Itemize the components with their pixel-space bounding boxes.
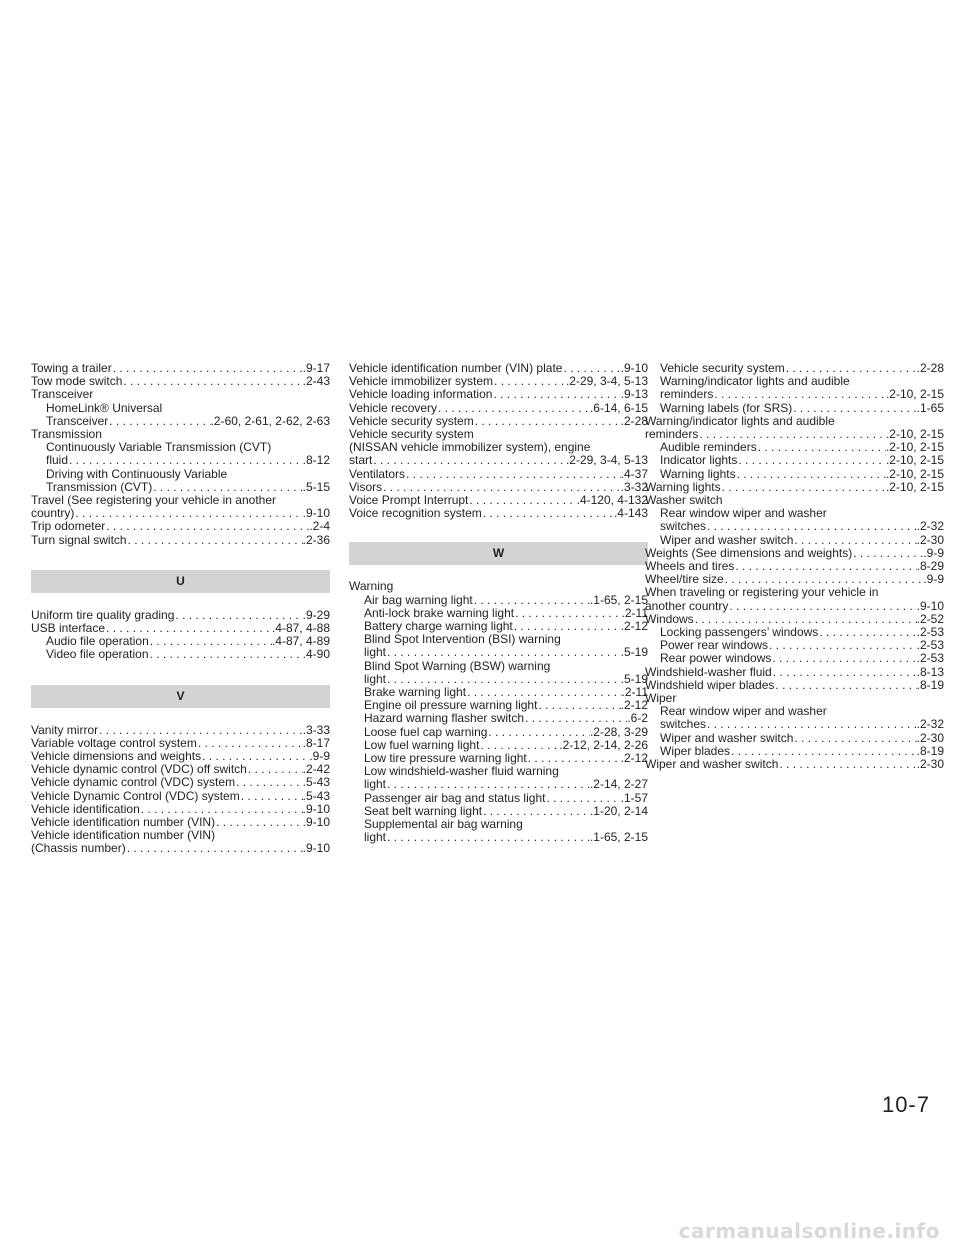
dot-leader: [74, 507, 302, 520]
section-header-v: V: [31, 685, 330, 708]
section-header-w: W: [349, 542, 648, 565]
entry-page-ref: .6-2: [627, 711, 648, 726]
entry-list: [31, 609, 330, 662]
entry-label: Transmission (CVT): [46, 479, 153, 494]
entry-label: Travel (See registering your vehicle in another: [31, 493, 277, 508]
entry-label: Windows: [645, 611, 694, 626]
entry-label: Battery charge warning light: [364, 619, 513, 634]
entry-page-ref: .2-52: [916, 611, 944, 626]
entry-page-ref: .2-12: [620, 751, 648, 766]
index-entry: [645, 454, 944, 467]
entry-label: fluid: [46, 453, 69, 468]
entry-page-ref: .2-11: [621, 685, 648, 700]
entry-label: USB interface: [31, 621, 106, 636]
dot-leader: [474, 415, 621, 428]
entry-label: Tow mode switch: [31, 374, 123, 389]
entry-label: Rear window wiper and washer: [660, 506, 827, 521]
index-entry: [31, 388, 330, 401]
entry-page-ref: .4-120, 4-132: [576, 493, 648, 508]
entry-label: (Chassis number): [31, 841, 126, 856]
dot-leader: [98, 724, 303, 737]
entry-label: Vehicle identification number (VIN) plate: [349, 361, 563, 375]
entry-page-ref: .2-28: [620, 413, 648, 428]
entry-label: Windshield wiper blades: [645, 677, 775, 692]
entry-label: Vehicle dynamic control (VDC) system: [31, 775, 236, 790]
entry-page-ref: .4-143: [613, 506, 648, 521]
entry-label: light: [364, 645, 387, 660]
dot-leader: [149, 635, 272, 648]
dot-leader: [736, 468, 886, 481]
dot-leader: [768, 639, 917, 652]
entry-label: Brake warning light: [364, 685, 467, 700]
dot-leader: [235, 776, 303, 789]
dot-leader: [372, 454, 566, 467]
entry-page-ref: .1-57: [620, 790, 648, 805]
entry-page-ref: .5-43: [302, 775, 330, 790]
entry-label: Warning: [349, 579, 394, 594]
index-entry: [349, 388, 648, 401]
entry-page-ref: .2-32: [916, 519, 944, 534]
entry-page-ref: .2-29, 3-4, 5-13: [565, 374, 648, 389]
dot-leader: [772, 666, 917, 679]
entry-label: Wiper: [645, 691, 677, 706]
index-entry: [349, 778, 648, 791]
dot-leader: [127, 534, 303, 547]
dot-leader: [149, 648, 303, 661]
index-entry: [31, 402, 330, 415]
entry-label: Transceiver: [31, 387, 94, 402]
entry-page-ref: .9-10: [302, 801, 330, 816]
entry-label: Windshield-washer fluid: [645, 664, 772, 679]
entry-page-ref: .2-53: [916, 625, 944, 640]
entry-page-ref: .1-65, 2-15: [589, 830, 648, 845]
watermark: carmanualsonline.info: [678, 1219, 940, 1243]
entry-label: Vehicle Dynamic Control (VDC) system: [31, 788, 240, 803]
entry-page-ref: .2-10, 2-15: [885, 440, 944, 455]
dot-leader: [706, 718, 917, 731]
entry-page-ref: .5-15: [302, 479, 330, 494]
entry-page-ref: .2-28: [916, 361, 944, 375]
entry-label: Blind Spot Warning (BSW) warning: [364, 658, 551, 673]
dot-leader: [737, 454, 886, 467]
entry-label: Vehicle recovery: [349, 400, 438, 415]
index-entry: [645, 600, 944, 613]
entry-label: Low windshield-washer fluid warning: [364, 764, 559, 779]
entry-label: Low tire pressure warning light: [364, 751, 527, 766]
entry-label: another country: [645, 598, 729, 613]
entry-page-ref: .2-42: [302, 762, 330, 777]
entry-label: Wiper and washer switch: [660, 730, 794, 745]
entry-label: Ventilators: [349, 466, 406, 481]
entry-label: Low fuel warning light: [364, 737, 480, 752]
index-entry: [31, 441, 330, 454]
entry-label: Warning lights: [645, 479, 721, 494]
entry-page-ref: .2-12: [620, 619, 648, 634]
dot-leader: [482, 507, 614, 520]
dot-leader: [757, 441, 886, 454]
entry-list: [349, 362, 648, 520]
page-number: 10-7: [881, 1092, 930, 1117]
index-entry: [645, 534, 944, 547]
dot-leader: [524, 712, 627, 725]
entry-page-ref: .6-14, 6-15: [589, 400, 648, 415]
dot-leader: [514, 607, 621, 620]
entry-page-ref: .2-30: [916, 730, 944, 745]
dot-leader: [818, 626, 916, 639]
entry-page-ref: .2-10, 2-15: [885, 466, 944, 481]
index-entry: [31, 790, 330, 803]
dot-leader: [793, 534, 916, 547]
entry-page-ref: .2-10, 2-15: [885, 387, 944, 402]
entry-label: Wiper and washer switch: [645, 757, 779, 772]
entry-label: Blind Spot Intervention (BSI) warning: [364, 632, 561, 647]
dot-leader: [545, 792, 620, 805]
dot-leader: [852, 547, 923, 560]
entry-label: Indicator lights: [660, 453, 738, 468]
entry-page-ref: .4-90: [302, 647, 330, 662]
entry-page-ref: .5-19: [620, 645, 648, 660]
dot-leader: [487, 726, 590, 739]
entry-label: Engine oil pressure warning light: [364, 698, 538, 713]
index-entry: [645, 666, 944, 679]
entry-page-ref: .9-10: [916, 598, 944, 613]
dot-leader: [774, 679, 916, 692]
entry-page-ref: .2-29, 3-4, 5-13: [565, 453, 648, 468]
entry-page-ref: .2-10, 2-15: [885, 479, 944, 494]
entry-label: Visors: [349, 479, 383, 494]
entry-page-ref: .8-29: [916, 559, 944, 574]
index-entry: [349, 594, 648, 607]
dot-leader: [728, 600, 916, 613]
entry-page-ref: .2-30: [916, 532, 944, 547]
entry-label: Warning labels (for SRS): [660, 400, 793, 415]
entry-label: Air bag warning light: [364, 592, 473, 607]
dot-leader: [108, 415, 210, 428]
index-entry: [349, 454, 648, 467]
entry-page-ref: .2-53: [916, 638, 944, 653]
entry-label: Variable voltage control system: [31, 735, 197, 750]
entry-label: Audible reminders: [660, 440, 757, 455]
entry-label: Rear window wiper and washer: [660, 704, 827, 719]
dot-leader: [793, 732, 916, 745]
index-entry: [349, 792, 648, 805]
entry-label: When traveling or registering your vehicle in: [645, 585, 879, 600]
entry-list: [31, 362, 330, 547]
entry-label: Vehicle immobilizer system: [349, 374, 494, 389]
index-entry: [31, 648, 330, 661]
entry-page-ref: .1-65, 2-15: [589, 592, 648, 607]
index-entry: [349, 726, 648, 739]
index-entry: [349, 633, 648, 646]
dot-leader: [405, 468, 621, 481]
dot-leader: [473, 594, 590, 607]
entry-label: Vehicle identification: [31, 801, 140, 816]
entry-label: Power rear windows: [660, 638, 769, 653]
entry-page-ref: .2-28, 3-29: [589, 724, 648, 739]
index-entry: [645, 718, 944, 731]
entry-page-ref: .8-19: [916, 677, 944, 692]
entry-label: Weights (See dimensions and weights): [645, 545, 853, 560]
entry-page-ref: .2-14, 2-27: [589, 777, 648, 792]
index-entry: [31, 494, 330, 507]
index-entry: [31, 468, 330, 481]
entry-page-ref: .2-10, 2-15: [885, 427, 944, 442]
dot-leader: [778, 758, 916, 771]
dot-leader: [386, 778, 590, 791]
entry-page-ref: .2-4: [309, 519, 330, 534]
entry-label: Vehicle security system: [660, 361, 785, 375]
entry-label: Seat belt warning light: [364, 803, 483, 818]
entry-label: Audio file operation: [46, 634, 149, 649]
index-entry: [349, 507, 648, 520]
entry-page-ref: .9-9: [923, 572, 944, 587]
entry-page-ref: .2-43: [302, 374, 330, 389]
entry-page-ref: .9-10: [302, 815, 330, 830]
entry-label: switches: [660, 519, 707, 534]
index-entry: [645, 652, 944, 665]
entry-label: Vehicle identification number (VIN): [31, 828, 216, 843]
entry-list: [645, 362, 944, 771]
entry-page-ref: .9-10: [620, 361, 648, 375]
index-entry: [31, 776, 330, 789]
entry-label: Video file operation: [46, 647, 149, 662]
entry-page-ref: .4-87, 4-89: [271, 634, 330, 649]
index-entry: [31, 454, 330, 467]
entry-label: Warning lights: [660, 466, 736, 481]
entry-page-ref: .4-37: [620, 466, 648, 481]
dot-leader: [247, 763, 303, 776]
entry-page-ref: .2-10, 2-15: [885, 453, 944, 468]
entry-label: reminders: [660, 387, 714, 402]
dot-leader: [386, 831, 590, 844]
index-entry: [349, 712, 648, 725]
entry-label: (NISSAN vehicle immobilizer system), engine: [349, 440, 591, 455]
index-column-3: [645, 362, 944, 771]
entry-page-ref: .2-32: [916, 717, 944, 732]
entry-label: Driving with Continuously Variable: [46, 466, 228, 481]
entry-label: Warning/indicator lights and audible: [645, 413, 835, 428]
dot-leader: [721, 481, 886, 494]
index-entry: [645, 679, 944, 692]
entry-label: Vehicle dimensions and weights: [31, 749, 202, 764]
index-entry: [31, 724, 330, 737]
entry-page-ref: .2-12, 2-14, 2-26: [559, 737, 648, 752]
entry-page-ref: .8-13: [916, 664, 944, 679]
entry-label: Vanity mirror: [31, 722, 99, 737]
index-entry: [645, 402, 944, 415]
index-entry: [349, 580, 648, 593]
entry-page-ref: .1-65: [916, 400, 944, 415]
dot-leader: [493, 375, 566, 388]
entry-page-ref: .9-10: [302, 506, 330, 521]
entry-page-ref: .8-12: [302, 453, 330, 468]
entry-page-ref: .9-29: [302, 607, 330, 622]
entry-label: Vehicle identification number (VIN): [31, 815, 216, 830]
entry-label: Vehicle security system: [349, 427, 474, 442]
entry-page-ref: .2-60, 2-61, 2-62, 2-63: [210, 413, 330, 428]
dot-leader: [713, 388, 886, 401]
entry-label: country): [31, 506, 75, 521]
entry-label: Vehicle security system: [349, 413, 474, 428]
entry-label: Voice Prompt Interrupt: [349, 493, 469, 508]
entry-page-ref: .2-11: [621, 605, 648, 620]
entry-label: Loose fuel cap warning: [364, 724, 488, 739]
entry-label: Voice recognition system: [349, 506, 482, 521]
entry-label: Continuously Variable Transmission (CVT): [46, 440, 272, 455]
entry-label: Wiper blades: [660, 743, 731, 758]
entry-page-ref: .9-13: [620, 387, 648, 402]
entry-page-ref: .3-32: [620, 479, 648, 494]
dot-leader: [771, 652, 916, 665]
entry-label: Uniform tire quality grading: [31, 607, 175, 622]
entry-label: Warning/indicator lights and audible: [660, 374, 850, 389]
entry-page-ref: .8-17: [302, 735, 330, 750]
dot-leader: [197, 737, 303, 750]
entry-list: [349, 580, 648, 844]
entry-page-ref: .3-33: [302, 722, 330, 737]
entry-label: Rear power windows: [660, 651, 772, 666]
entry-label: Supplemental air bag warning: [364, 817, 523, 832]
dot-leader: [492, 388, 620, 401]
entry-page-ref: .9-17: [302, 361, 330, 375]
entry-label: HomeLink® Universal: [46, 400, 163, 415]
dot-leader: [240, 790, 303, 803]
entry-page-ref: .9-9: [923, 545, 944, 560]
entry-page-ref: .2-53: [916, 651, 944, 666]
section-header-u: U: [31, 570, 330, 593]
index-entry: [645, 586, 944, 599]
entry-page-ref: .5-43: [302, 788, 330, 803]
entry-label: Passenger air bag and status light: [364, 790, 546, 805]
entry-label: Wheel/tire size: [645, 572, 724, 587]
index-entry: [349, 402, 648, 415]
index-entry: [645, 520, 944, 533]
index-column-1: [31, 362, 330, 856]
index-entry: [349, 831, 648, 844]
entry-label: Wheels and tires: [645, 559, 735, 574]
dot-leader: [68, 454, 303, 467]
entry-label: start: [349, 453, 373, 468]
entry-list: [31, 724, 330, 856]
index-entry: [349, 660, 648, 673]
entry-page-ref: .5-19: [620, 671, 648, 686]
index-entry: [645, 732, 944, 745]
entry-page-ref: .9-10: [302, 841, 330, 856]
dot-leader: [734, 560, 916, 573]
entry-label: Locking passengers’ windows: [660, 625, 819, 640]
entry-label: Turn signal switch: [31, 532, 127, 547]
entry-label: light: [364, 830, 387, 845]
entry-label: Trip odometer: [31, 519, 106, 534]
entry-label: Washer switch: [645, 493, 723, 508]
index-entry: [645, 758, 944, 771]
entry-label: Transmission: [31, 427, 102, 442]
dot-leader: [122, 375, 302, 388]
dot-leader: [537, 699, 620, 712]
entry-page-ref: .2-12: [620, 698, 648, 713]
entry-page-ref: .9-9: [309, 749, 330, 764]
entry-label: reminders: [645, 427, 699, 442]
entry-label: Vehicle dynamic control (VDC) off switch: [31, 762, 247, 777]
index-entry: [31, 520, 330, 533]
dot-leader: [105, 520, 309, 533]
entry-page-ref: .8-19: [916, 743, 944, 758]
entry-label: light: [364, 671, 387, 686]
entry-label: Towing a trailer: [31, 361, 112, 375]
entry-label: light: [364, 777, 387, 792]
index-entry: [31, 534, 330, 547]
entry-page-ref: .4-87, 4-88: [271, 621, 330, 636]
index-entry: [645, 388, 944, 401]
dot-leader: [468, 494, 576, 507]
entry-page-ref: .2-30: [916, 757, 944, 772]
dot-leader: [386, 646, 621, 659]
entry-page-ref: .2-36: [302, 532, 330, 547]
entry-label: switches: [660, 717, 707, 732]
entry-label: Transceiver: [46, 413, 109, 428]
entry-label: Anti-lock brake warning light: [364, 605, 515, 620]
dot-leader: [126, 842, 303, 855]
index-entry: [349, 646, 648, 659]
dot-leader: [792, 402, 916, 415]
dot-leader: [112, 362, 303, 375]
dot-leader: [215, 816, 303, 829]
index-entry: [645, 468, 944, 481]
index-column-2: [349, 362, 648, 845]
entry-page-ref: .1-20, 2-14: [589, 803, 648, 818]
entry-label: Vehicle loading information: [349, 387, 493, 402]
entry-label: Wiper and washer switch: [660, 532, 794, 547]
dot-leader: [706, 520, 917, 533]
index-entry: [31, 842, 330, 855]
entry-label: Hazard warning flasher switch: [364, 711, 525, 726]
dot-leader: [437, 402, 590, 415]
index-entry: [349, 468, 648, 481]
